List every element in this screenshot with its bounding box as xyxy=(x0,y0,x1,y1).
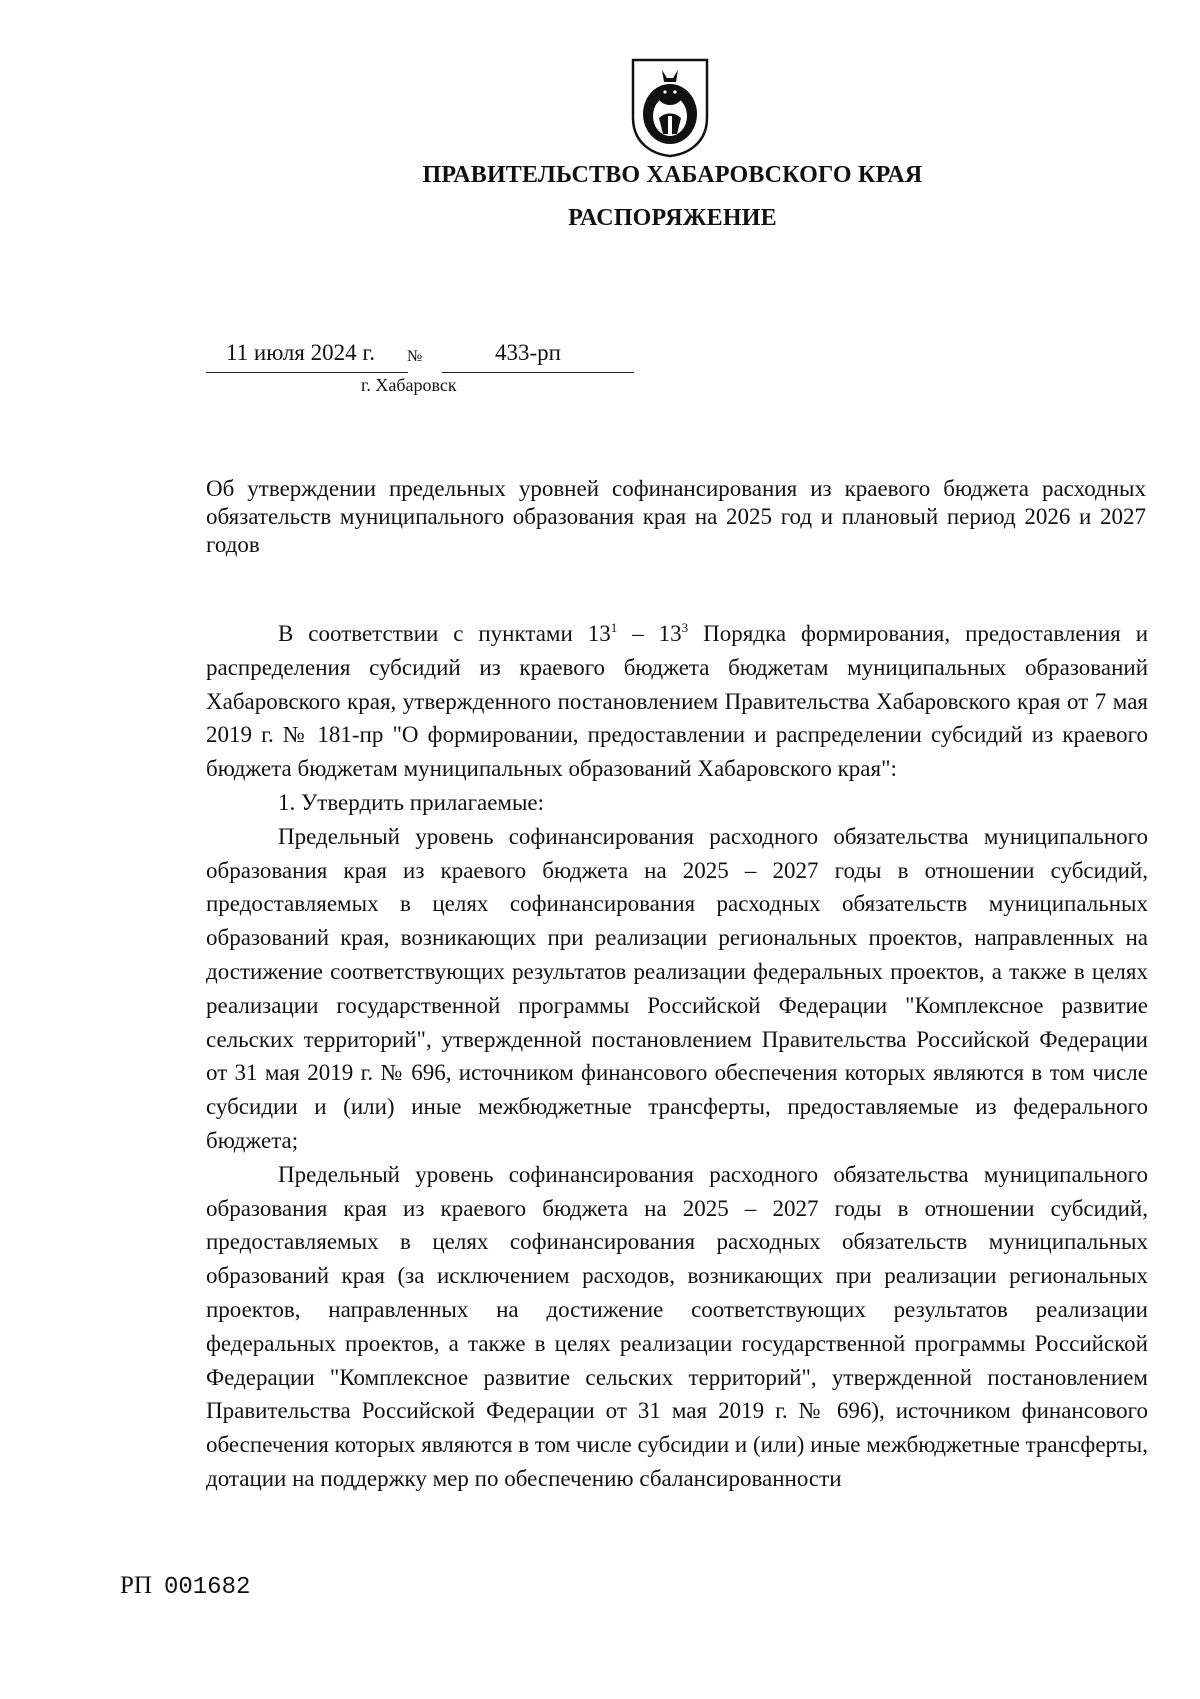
superscript-3: 3 xyxy=(681,620,689,635)
body-paragraph-1-part-a: В соответствии с пунктами 13 xyxy=(278,621,611,646)
body-paragraph-1 xyxy=(206,617,1148,786)
body-paragraph-4: Предельный уровень софинансирования расходного обязательства муниципального образования края из краевого бюджета на 2025 – 2027 годы в отношении субсидий, предоставляемых в целях софинансирования расходных обязательств муниципальных образований края (за исключением расходов, возникающих при реализации региональных проектов, направленных на достижение соответствующих результатов реализации федеральных проектов, а также в целях реализации государственной программы Российской Федерации "Комплексное развитие сельских территорий", утвержденной постановлением Правительства Российской Федерации от 31 мая 2019 г. № 696), источником финансового обеспечения которых являются в том числе субсидии и (или) иные межбюджетные трансферты, дотации на поддержку мер по обеспечению сбалансированности xyxy=(206,1161,1148,1491)
document-date: 11 июля 2024 г. xyxy=(226,340,375,365)
body-paragraph-1-part-c: Порядка формирования, предоставления и распределения субсидий из краевого бюджета бюджетам муниципальных образований Хабаровского края, утвержденного постановлением Правительства Хабаровского края от 7 мая 2019 г. № 181-пр "О формировании, предоставлении и распределении субсидий из краевого бюджета бюджетам муниципальных образований Хабаровского края": xyxy=(206,621,1149,782)
document-body xyxy=(206,617,1148,1496)
form-serial-number: 001682 xyxy=(163,1574,251,1601)
date-underline xyxy=(206,372,408,373)
document-number: 433-рп xyxy=(495,340,561,365)
body-paragraph-2: 1. Утвердить прилагаемые: xyxy=(278,789,545,815)
document-type-title: РАСПОРЯЖЕНИЕ xyxy=(568,205,777,231)
document-subject: Об утверждении предельных уровней софинансирования из краевого бюджета расходных обязательств муниципального образования края на 2025 год и плановый период 2026 и 2027 годов xyxy=(206,476,1146,557)
issuer-title: ПРАВИТЕЛЬСТВО ХАБАРОВСКОГО КРАЯ xyxy=(422,162,923,188)
body-paragraph-1-part-b: – 13 xyxy=(617,621,682,646)
form-code-prefix: РП xyxy=(120,1572,152,1599)
city-label: г. Хабаровск xyxy=(361,375,457,395)
number-underline xyxy=(442,372,634,373)
superscript-1: 1 xyxy=(610,620,618,635)
form-code xyxy=(120,1572,250,1601)
coat-of-arms-emblem xyxy=(629,56,711,158)
body-paragraph-3: Предельный уровень софинансирования расходного обязательства муниципального образования края из краевого бюджета на 2025 – 2027 годы в отношении субсидий, предоставляемых в целях софинансирования расходных обязательств муниципальных образований края, возникающих при реализации региональных проектов, направленных на достижение соответствующих результатов реализации федеральных проектов, а также в целях реализации государственной программы Российской Федерации "Комплексное развитие сельских территорий", утвержденной постановлением Правительства Российской Федерации от 31 мая 2019 г. № 696, источником финансового обеспечения которых являются в том числе субсидии и (или) иные межбюджетные трансферты, предоставляемые из федерального бюджета; xyxy=(206,823,1148,1153)
number-sign: № xyxy=(407,348,423,365)
